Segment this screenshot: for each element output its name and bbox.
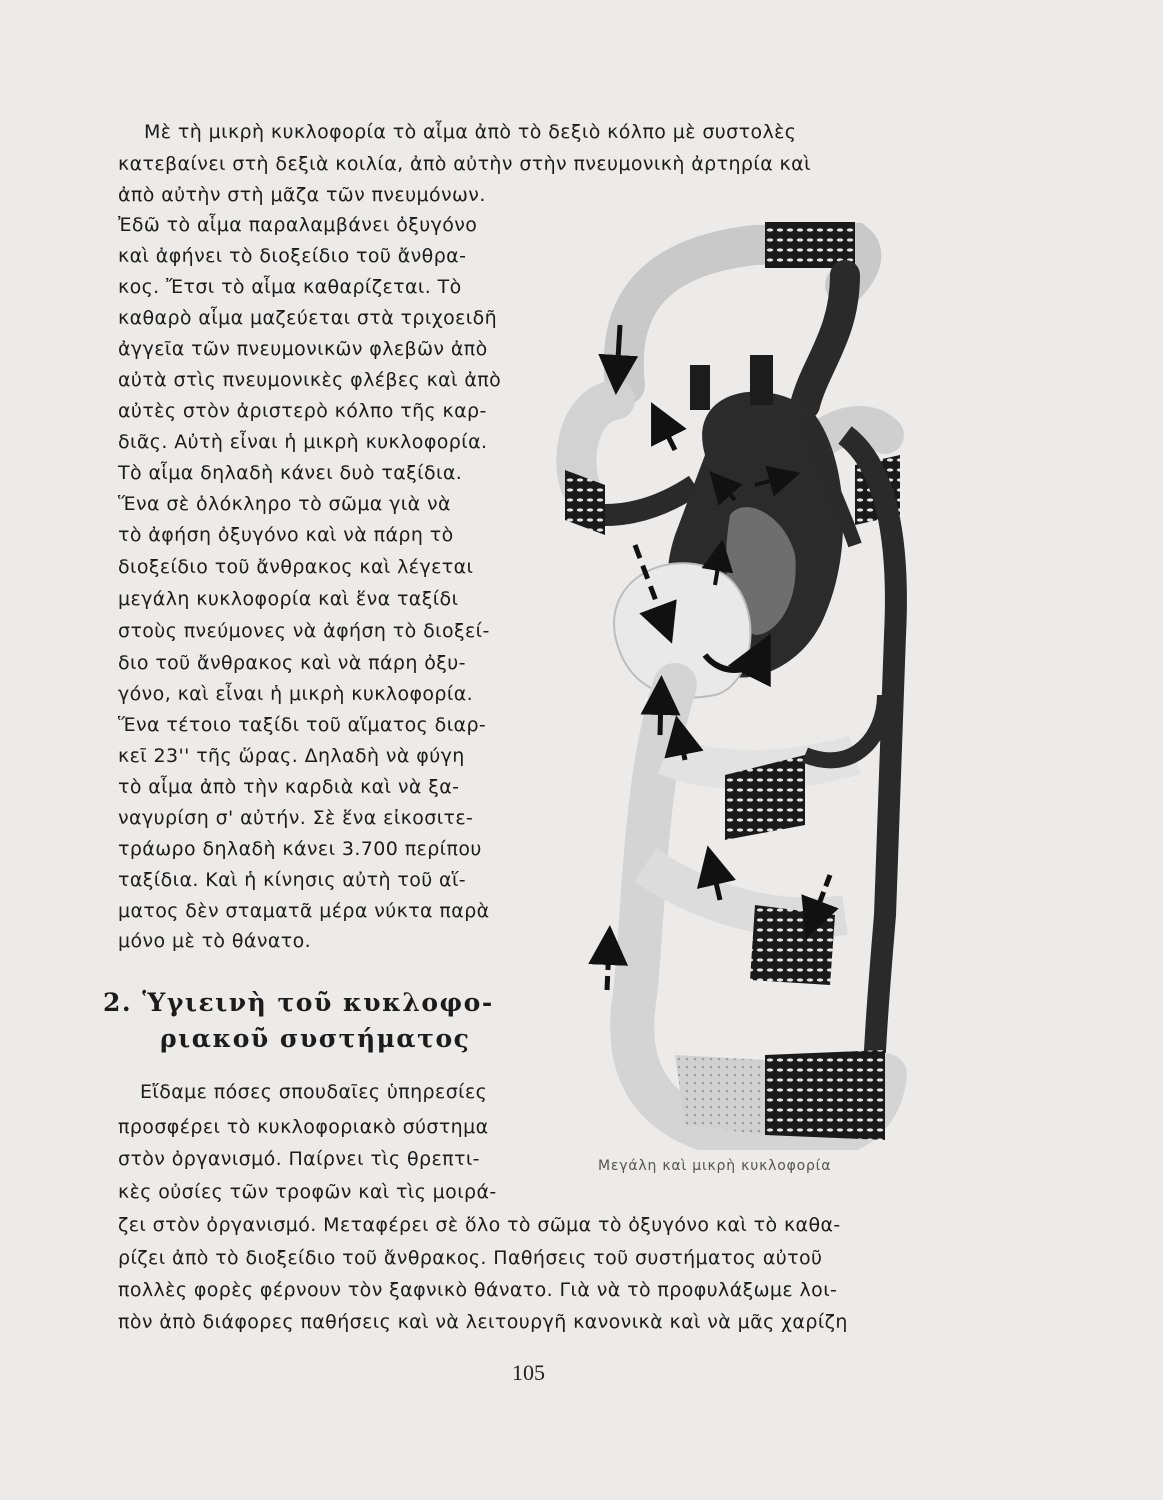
- hygiene-column-line-4: κὲς οὐσίες τῶν τροφῶν καὶ τὶς μοιρά-: [118, 1181, 497, 1203]
- column-line-23: ματος δὲν σταματᾶ μέρα νύκτα παρὰ: [118, 900, 490, 922]
- lower-capillaries: [765, 1050, 885, 1140]
- left-lung-loop: [565, 400, 695, 535]
- column-line-10: Ἕνα σὲ ὁλόκληρο τὸ σῶμα γιὰ νὰ: [118, 493, 451, 515]
- hygiene-full-line-1: ζει στὸν ὀργανισμό. Μεταφέρει σὲ ὅλο τὸ σῶμα τὸ ὀξυγόνο καὶ τὸ καθα-: [118, 1214, 841, 1236]
- column-line-18: κεῖ 23'' τῆς ὥρας. Δηλαδὴ νὰ φύγη: [118, 745, 465, 767]
- column-line-11: τὸ ἀφήση ὀξυγόνο καὶ νὰ πάρη τὸ: [118, 524, 454, 546]
- hygiene-column-line-1: Εἴδαμε πόσες σπουδαῖες ὑπηρεσίες: [140, 1081, 488, 1103]
- column-line-21: τράωρο δηλαδὴ κάνει 3.700 περίπου: [118, 838, 482, 860]
- section-heading-line-1: 2. Ὑγιεινὴ τοῦ κυκλοφο-: [103, 988, 494, 1017]
- column-line-6: αὐτὰ στὶς πνευμονικὲς φλέβες καὶ ἀπὸ: [118, 369, 502, 391]
- column-line-1: Ἐδῶ τὸ αἷμα παραλαμβάνει ὀξυγόνο: [118, 214, 478, 236]
- upper-lung-loop: [624, 243, 862, 405]
- column-line-4: καθαρὸ αἷμα μαζεύεται στὰ τριχοειδῆ: [118, 307, 498, 329]
- hygiene-full-line-3: πολλὲς φορὲς φέρνουν τὸν ξαφνικὸ θάνατο. Γιὰ νὰ τὸ προφυλάξωμε λοι-: [118, 1279, 838, 1301]
- column-line-8: διᾶς. Αὐτὴ εἶναι ἡ μικρὴ κυκλοφορία.: [118, 431, 488, 453]
- column-line-12: διοξείδιο τοῦ ἄνθρακος καὶ λέγεται: [118, 556, 474, 578]
- column-line-14: στοὺς πνεύμονες νὰ ἀφήση τὸ διοξεί-: [118, 620, 490, 642]
- section-heading-line-2: ριακοῦ συστήματος: [160, 1024, 471, 1053]
- column-line-2: καὶ ἀφήνει τὸ διοξείδιο τοῦ ἄνθρα-: [118, 245, 467, 267]
- limb-capillaries: [750, 905, 835, 985]
- column-line-13: μεγάλη κυκλοφορία καὶ ἕνα ταξίδι: [118, 588, 459, 610]
- column-line-7: αὐτὲς στὸν ἀριστερὸ κόλπο τῆς καρ-: [118, 400, 487, 422]
- intro-line-3: ἀπὸ αὐτὴν στὴ μᾶζα τῶν πνευμόνων.: [118, 184, 486, 206]
- intro-line-2: κατεβαίνει στὴ δεξιὰ κοιλία, ἀπὸ αὐτὴν στὴν πνευμονικὴ ἀρτηρία καὶ: [118, 153, 811, 175]
- column-line-20: ναγυρίση σ' αὐτήν. Σὲ ἕνα εἰκοσιτε-: [118, 807, 474, 829]
- column-line-15: διο τοῦ ἄνθρακος καὶ νὰ πάρη ὀξυ-: [118, 652, 466, 674]
- column-line-19: τὸ αἷμα ἀπὸ τὴν καρδιὰ καὶ νὰ ξα-: [118, 776, 460, 798]
- column-line-22: ταξίδια. Καὶ ἡ κίνησις αὐτὴ τοῦ αἵ-: [118, 869, 467, 891]
- body-loop: [632, 685, 885, 1141]
- column-line-17: Ἕνα τέτοιο ταξίδι τοῦ αἵματος διαρ-: [118, 714, 487, 736]
- column-line-16: γόνο, καὶ εἶναι ἡ μικρὴ κυκλοφορία.: [118, 683, 474, 705]
- intro-line-1: Μὲ τὴ μικρὴ κυκλοφορία τὸ αἷμα ἀπὸ τὸ δεξιὸ κόλπο μὲ συστολὲς: [144, 121, 797, 143]
- hygiene-column-line-2: προσφέρει τὸ κυκλοφοριακὸ σύστημα: [118, 1116, 489, 1138]
- figure-caption: Μεγάλη καὶ μικρὴ κυκλοφορία: [598, 1158, 832, 1174]
- page-number: 105: [512, 1360, 545, 1385]
- hygiene-column-line-3: στὸν ὀργανισμό. Παίρνει τὶς θρεπτι-: [118, 1148, 480, 1170]
- column-line-3: κος. Ἔτσι τὸ αἷμα καθαρίζεται. Τὸ: [118, 276, 462, 298]
- hygiene-full-line-4: πὸν ἀπὸ διάφορες παθήσεις καὶ νὰ λειτουργῆ κανονικὰ καὶ νὰ μᾶς χαρίζη: [118, 1311, 848, 1333]
- circulation-diagram: [555, 215, 915, 1150]
- hygiene-full-line-2: ρίζει ἀπὸ τὸ διοξείδιο τοῦ ἄνθρακος. Παθήσεις τοῦ συστήματος αὐτοῦ: [118, 1247, 823, 1269]
- column-line-24: μόνο μὲ τὸ θάνατο.: [118, 930, 312, 952]
- column-line-5: ἀγγεῖα τῶν πνευμονικῶν φλεβῶν ἀπὸ: [118, 338, 488, 360]
- column-line-9: Τὸ αἷμα δηλαδὴ κάνει δυὸ ταξίδια.: [118, 462, 463, 484]
